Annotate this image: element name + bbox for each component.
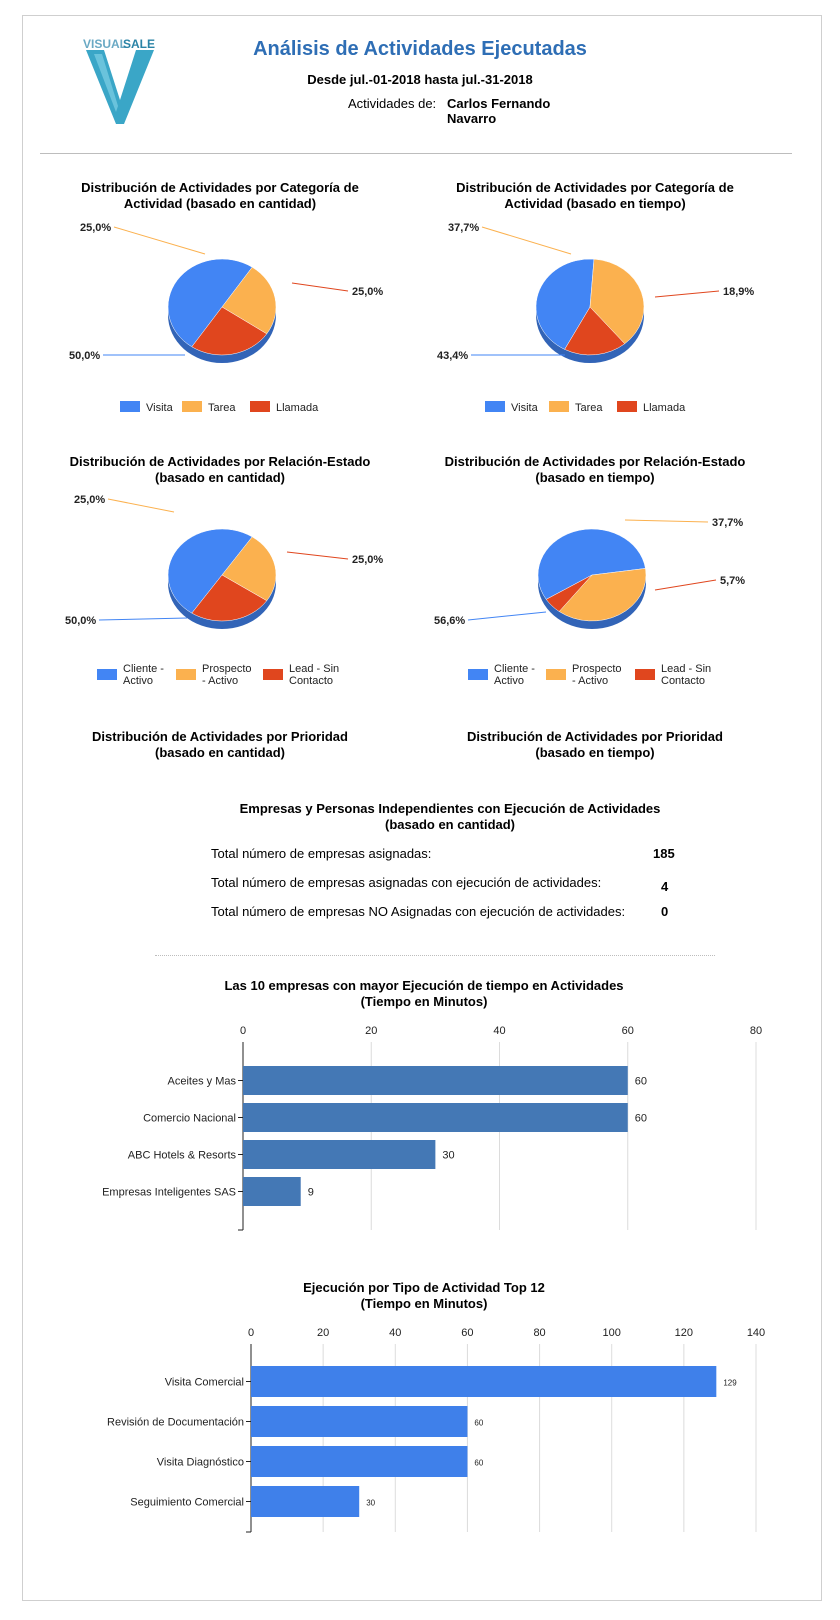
pie3-legend-label-1-a: Cliente - [123,663,164,675]
bar-chart-2-bar-3 [251,1446,467,1477]
activities-label: Actividades de: [348,96,437,111]
bar-chart-2-value-4: 30 [366,1498,376,1508]
pie1-legend-label-1: Visita [146,402,173,414]
pie1-legend-label-2: Tarea [208,402,236,414]
bar-chart-1-value-4: 9 [307,1186,314,1199]
pie4-legend-label-3-b: Contacto [661,675,706,687]
bar-chart-2-tick-1: 20 [317,1327,330,1339]
bar-chart-1-subtitle: (Tiempo en Minutos) [360,994,488,1009]
pie2-label-3: 18,9% [723,286,755,298]
bar-chart-1-category-2: Comercio Nacional [143,1112,236,1125]
bar-chart-1-value-1: 60 [634,1075,647,1088]
section-divider [155,955,715,956]
pie3-legend-swatch-2 [176,669,196,680]
bar-chart-1-value-2: 60 [634,1112,647,1125]
logo-text-b: SALE [123,37,156,51]
pie4-legend-label-1-a: Cliente - [494,663,535,675]
pie2-title-line2: Actividad (basado en tiempo) [504,196,686,211]
pie1-label-2: 25,0% [80,222,112,234]
person-name-line1: Carlos Fernando [447,96,551,111]
bar-chart-2-tick-4: 80 [533,1327,546,1339]
bar-chart-2-value-2: 60 [474,1418,484,1428]
bar-chart-1-tick-0: 0 [239,1025,247,1037]
pie4-label-3: 5,7% [720,575,746,587]
bar-chart-1-category-4: Empresas Inteligentes SAS [102,1186,236,1199]
pie1-label-3: 25,0% [352,286,384,298]
bar-chart-1-bar-2 [243,1103,628,1132]
pie1-title-line2: Actividad (basado en cantidad) [123,196,317,211]
pie3-label-2: 25,0% [74,494,106,506]
bar-chart-2-value-3: 60 [474,1458,484,1468]
pie4-leader-2 [625,520,708,522]
bar-chart-1 [102,978,762,1230]
companies-title [120,801,780,833]
pie2-label-2: 37,7% [448,222,480,234]
bar-chart-1-tick-4: 80 [749,1025,763,1037]
companies-title-line1: Empresas y Personas Independientes con Ejecución de Actividades [239,801,661,816]
pie1-leader-3 [292,283,348,291]
pie3-leader-2 [108,499,174,512]
pie4-chart [434,517,745,687]
priority-left-title-line2: (basado en cantidad) [154,745,286,760]
bar-chart-1-tick-1: 20 [365,1025,378,1037]
date-range: Desde jul.-01-2018 hasta jul.-31-2018 [307,72,533,87]
pie2-legend-swatch-3 [617,401,637,412]
pie4-legend-label-3-a: Lead - Sin [661,663,712,675]
pie4-legend-swatch-1 [468,669,488,680]
bar-chart-1-tick-2: 40 [493,1025,506,1037]
pie3-legend-label-3-b: Contacto [289,675,334,687]
bar-chart-2 [107,1280,765,1532]
pie2-legend-swatch-2 [549,401,569,412]
pie2-legend-swatch-1 [485,401,505,412]
logo-text-a: VISUAL [83,37,128,51]
pie3-legend-label-3-a: Lead - Sin [289,663,340,675]
pie1-legend-swatch-3 [250,401,270,412]
pie4-label-1: 56,6% [434,615,466,627]
pie4-title-line2: (basado en tiempo) [535,470,655,485]
priority-left-title [40,729,400,761]
pie3-chart [65,494,383,687]
page-title: Análisis de Actividades Ejecutadas [253,38,587,60]
pie1-chart [69,222,383,414]
stat-value-3: 0 [661,904,669,919]
pie4-legend-label-2-a: Prospecto [572,663,622,675]
stat-value-2: 4 [661,879,669,894]
bar-chart-2-tick-6: 120 [674,1327,694,1339]
pie1-leader-2 [114,227,205,254]
pie3-label-1: 50,0% [65,615,97,627]
pie3-legend-label-1-b: Activo [123,675,153,687]
pie3-label-3: 25,0% [352,554,384,566]
pie4-legend-label-2-b: - Activo [572,675,609,687]
bar-chart-1-category-1: Aceites y Mas [167,1075,236,1088]
pie3-leader-3 [287,552,348,559]
pie4-legend-swatch-3 [635,669,655,680]
bar-chart-1-category-3: ABC Hotels & Resorts [127,1149,236,1162]
pie3-leader-1 [99,618,187,620]
bar-chart-2-bar-4 [251,1486,359,1517]
pie2-legend-label-1: Visita [511,402,538,414]
bar-chart-2-category-3: Visita Diagnóstico [156,1456,244,1469]
pie3-title-line2: (basado en cantidad) [154,470,286,485]
bar-chart-1-bar-3 [243,1140,435,1169]
stat-label-2: Total número de empresas asignadas con ejecución de actividades: [211,875,602,890]
pie2-legend-label-3: Llamada [643,402,686,414]
bar-chart-2-tick-2: 40 [389,1327,402,1339]
pie2-leader-3 [655,291,719,297]
priority-right-title-line1: Distribución de Actividades por Prioridad [467,729,723,744]
pie2-label-1: 43,4% [437,350,469,362]
priority-right-title [410,729,780,761]
person-name-line2: Navarro [447,111,497,126]
pie1-legend-label-3: Llamada [276,402,319,414]
stat-value-1: 185 [653,846,675,861]
pie4-legend-label-1-b: Activo [494,675,524,687]
pie4-leader-3 [655,580,716,590]
priority-left-title-line1: Distribución de Actividades por Prioridad [92,729,348,744]
bar-chart-2-tick-0: 0 [247,1327,255,1339]
bar-chart-2-tick-7: 140 [746,1327,766,1339]
pie4-label-2: 37,7% [712,517,744,529]
pie2-title-line1: Distribución de Actividades por Categoría de [456,180,734,195]
bar-chart-1-tick-3: 60 [621,1025,634,1037]
pie1-legend-swatch-1 [120,401,140,412]
bar-chart-2-bar-1 [251,1366,716,1397]
pie3-legend-label-2-b: - Activo [202,675,239,687]
pie4-legend-swatch-2 [546,669,566,680]
pie1-title-line1: Distribución de Actividades por Categoría de [81,180,359,195]
pie2-legend-label-2: Tarea [575,402,603,414]
bar-chart-2-tick-3: 60 [461,1327,474,1339]
pie1-legend-swatch-2 [182,401,202,412]
stat-label-3: Total número de empresas NO Asignadas con ejecución de actividades: [211,904,626,919]
bar-chart-2-category-4: Seguimiento Comercial [130,1496,244,1509]
pie3-legend-swatch-3 [263,669,283,680]
priority-right-title-line2: (basado en tiempo) [535,745,655,760]
bar-chart-2-category-1: Visita Comercial [164,1376,244,1389]
bar-chart-2-subtitle: (Tiempo en Minutos) [360,1296,488,1311]
pie3-legend-swatch-1 [97,669,117,680]
pie2-leader-2 [482,227,571,254]
bar-chart-1-bar-4 [243,1177,301,1206]
companies-title-line2: (basado en cantidad) [384,817,516,832]
stat-label-1: Total número de empresas asignadas: [211,846,432,861]
bar-chart-1-value-3: 30 [442,1149,455,1162]
bar-chart-2-value-1: 129 [723,1378,737,1388]
bar-charts [0,960,840,1560]
pie3-legend-label-2-a: Prospecto [202,663,252,675]
pie4-leader-1 [468,612,546,620]
bar-chart-2-title: Ejecución por Tipo de Actividad Top 12 [303,1280,545,1295]
bar-chart-2-tick-5: 100 [602,1327,621,1339]
bar-chart-1-title: Las 10 empresas con mayor Ejecución de tiempo en Actividades [224,978,624,993]
pie4-title-line1: Distribución de Actividades por Relación-Estado [444,454,746,469]
pie-charts [0,0,840,700]
bar-chart-2-bar-2 [251,1406,467,1437]
bar-chart-2-category-2: Revisión de Documentación [107,1416,244,1429]
bar-chart-1-bar-1 [243,1066,628,1095]
pie3-title-line1: Distribución de Actividades por Relación-Estado [69,454,371,469]
pie1-label-1: 50,0% [69,350,101,362]
pie2-chart [437,222,754,414]
